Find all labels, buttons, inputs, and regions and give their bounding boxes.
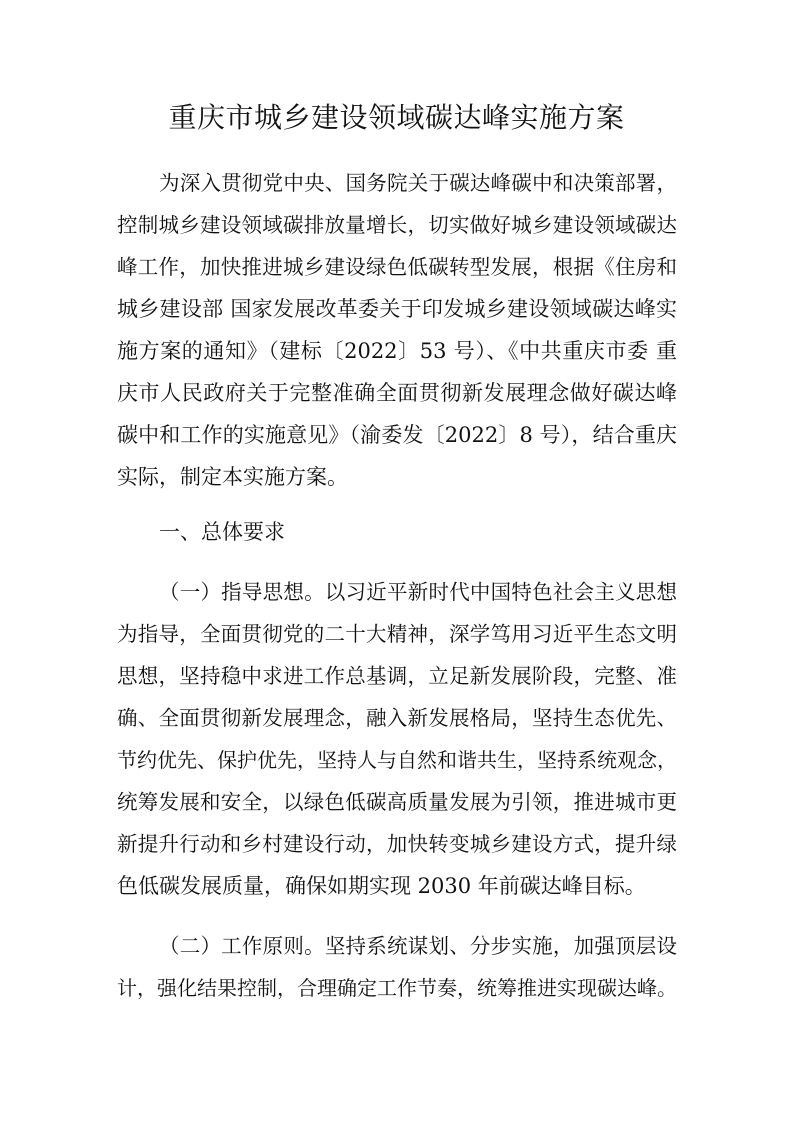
- principles-line: 计，强化结果控制，合理确定工作节奏，统筹推进实现碳达峰。: [117, 976, 677, 1000]
- guiding-line: 为指导，全面贯彻党的二十大精神，深学笃用习近平生态文明: [117, 622, 677, 646]
- principles-line: （二）工作原则。坚持系统谋划、分步实施，加强顶层设: [159, 934, 677, 958]
- section-heading: 一、总体要求: [159, 520, 285, 544]
- intro-line: 实际，制定本实施方案。: [117, 465, 348, 489]
- guiding-line: （一）指导思想。以习近平新时代中国特色社会主义思想: [159, 580, 677, 604]
- guiding-line: 确、全面贯彻新发展理念，融入新发展格局，坚持生态优先、: [117, 706, 677, 730]
- intro-line: 碳中和工作的实施意见》（渝委发〔2022〕8 号），结合重庆: [117, 423, 677, 447]
- guiding-line: 色低碳发展质量，确保如期实现 2030 年前碳达峰目标。: [117, 874, 646, 898]
- intro-line: 城乡建设部 国家发展改革委关于印发城乡建设领域碳达峰实: [117, 297, 677, 321]
- guiding-line: 统筹发展和安全，以绿色低碳高质量发展为引领，推进城市更: [117, 790, 677, 814]
- document-title: 重庆市城乡建设领域碳达峰实施方案: [168, 101, 625, 134]
- guiding-line: 节约优先、保护优先，坚持人与自然和谐共生，坚持系统观念，: [117, 748, 677, 772]
- intro-line: 控制城乡建设领域碳排放量增长，切实做好城乡建设领域碳达: [117, 213, 677, 237]
- guiding-line: 思想，坚持稳中求进工作总基调，立足新发展阶段，完整、准: [117, 664, 677, 688]
- intro-line: 施方案的通知》（建标〔2022〕53 号）、《中共重庆市委 重: [117, 339, 677, 363]
- intro-line: 峰工作，加快推进城乡建设绿色低碳转型发展，根据《住房和: [117, 255, 677, 279]
- intro-line: 为深入贯彻党中央、国务院关于碳达峰碳中和决策部署，: [159, 171, 677, 195]
- intro-line: 庆市人民政府关于完整准确全面贯彻新发展理念做好碳达峰: [117, 381, 677, 405]
- guiding-line: 新提升行动和乡村建设行动，加快转变城乡建设方式，提升绿: [117, 832, 677, 856]
